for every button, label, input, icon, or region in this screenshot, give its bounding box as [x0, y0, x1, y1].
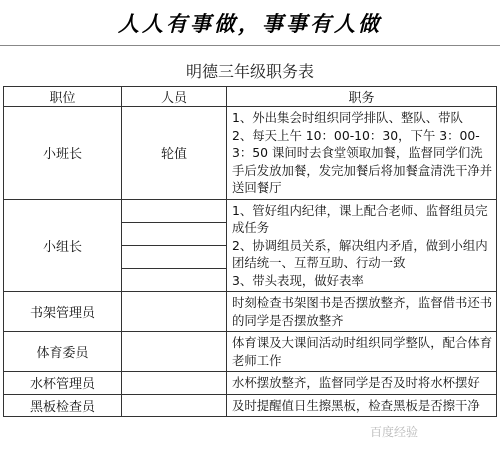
- position-cell: 体育委员: [4, 332, 122, 372]
- table-row: [4, 292, 497, 332]
- person-cell: 轮值: [122, 107, 227, 200]
- duties-cell: [227, 107, 497, 200]
- person-cell: [122, 222, 227, 245]
- table-row: [4, 107, 497, 200]
- motto-heading: 人人有事做，事事有人做: [118, 11, 382, 36]
- duty-item: 水杯摆放整齐，监督同学是否及时将水杯摆好: [232, 375, 480, 390]
- position-cell: 黑板检查员: [4, 394, 122, 417]
- duty-item: 体育课及大课间活动时组织同学整队，配合体育老师工作: [232, 335, 493, 368]
- person-cell: [122, 292, 227, 332]
- header-rule: [0, 45, 500, 46]
- person-cell: [122, 199, 227, 222]
- position-cell: 书架管理员: [4, 292, 122, 332]
- table-title: 明德三年级职务表: [185, 62, 314, 81]
- watermark: 百度经验: [370, 425, 419, 439]
- header-duties: 职务: [227, 87, 497, 107]
- duty-item: 2、协调组员关系，解决组内矛盾，做到小组内团结统一、互帮互助、行动一致: [232, 237, 488, 270]
- person-cell: [122, 332, 227, 372]
- duty-item: 1、管好组内纪律，课上配合老师、监督组员完成任务: [232, 202, 488, 235]
- duties-cell: [227, 292, 497, 332]
- header-position: 职位: [4, 87, 122, 107]
- duty-table: [3, 86, 497, 417]
- duty-item: 3、带头表现，做好表率: [232, 272, 364, 288]
- duty-item: 1、外出集会时组织同学排队、整队、带队: [232, 110, 463, 125]
- table-row: [4, 372, 497, 395]
- duties-cell: [227, 394, 497, 417]
- duty-item: 2、每天上午 10：00-10：30，下午 3：00-3：50 课间时去食堂领取加餐，监督同学们洗手后发放加餐，发完加餐后将加餐盒清洗干净并送回餐厅: [232, 127, 493, 195]
- person-cell: [122, 268, 227, 291]
- duties-cell: [227, 199, 497, 292]
- duty-item: 及时提醒值日生擦黑板，检查黑板是否擦干净: [232, 397, 480, 413]
- position-cell: 小班长: [4, 107, 122, 200]
- header-person: 人员: [122, 87, 227, 107]
- position-cell: 小组长: [4, 199, 122, 292]
- table-row: [4, 332, 497, 372]
- position-cell: 水杯管理员: [4, 372, 122, 395]
- person-cell: [122, 372, 227, 395]
- person-cell: [122, 394, 227, 417]
- table-header-row: [4, 87, 497, 107]
- duties-cell: [227, 372, 497, 395]
- duties-cell: [227, 332, 497, 372]
- table-row: [4, 199, 497, 222]
- duty-item: 时刻检查书架图书是否摆放整齐，监督借书还书的同学是否摆放整齐: [232, 295, 493, 328]
- person-cell: [122, 245, 227, 268]
- table-row: [4, 394, 497, 417]
